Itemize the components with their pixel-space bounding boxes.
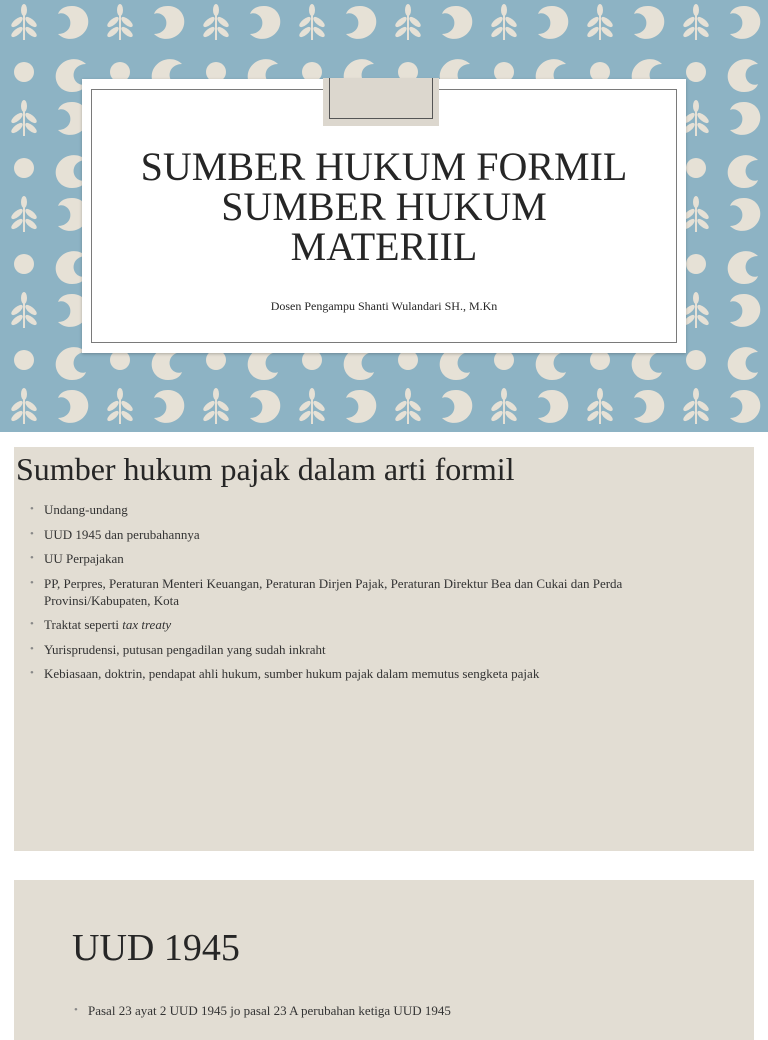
bullet-icon: •	[30, 576, 34, 589]
title-line-1: SUMBER HUKUM FORMIL	[140, 144, 628, 189]
bullet-icon: •	[30, 503, 34, 515]
decorative-tab	[323, 78, 439, 126]
bullet-icon: •	[30, 527, 34, 540]
bullet-icon: •	[30, 642, 34, 655]
list-item: • Undang-undang	[30, 502, 128, 517]
bullet-icon: •	[74, 1004, 78, 1016]
presentation-subtitle: Dosen Pengampu Shanti Wulandari SH., M.Kn	[270, 299, 498, 313]
tax-treaty-term: tax treaty	[122, 617, 172, 632]
title-slide	[0, 0, 768, 432]
list-item: • Pasal 23 ayat 2 UUD 1945 jo pasal 23 A perubahan ketiga UUD 1945	[74, 1003, 451, 1018]
uud-1945-slide	[14, 880, 754, 1040]
bullet-list	[72, 1002, 768, 1027]
list-item: • Traktat seperti tax treaty	[30, 617, 172, 632]
slide-heading: UUD 1945	[72, 927, 240, 969]
list-item: • UU Perpajakan	[30, 551, 124, 566]
list-item: • Yurisprudensi, putusan pengadilan yang sudah inkraht	[30, 641, 326, 657]
bullet-icon: •	[30, 552, 34, 564]
list-item: • PP, Perpres, Peraturan Menteri Keuangan, Peraturan Dirjen Pajak, Peraturan Direktur Bea dan Cukai dan Perda Provinsi/Kabupaten, Kota	[30, 575, 623, 608]
title-card	[82, 79, 686, 353]
bullet-icon: •	[30, 618, 34, 630]
list-item: • Kebiasaan, doktrin, pendapat ahli hukum, sumber hukum pajak dalam memutus sengketa pajak	[30, 666, 540, 681]
title-line-3: MATERIIL	[290, 224, 478, 269]
formil-sources-slide	[14, 447, 754, 851]
list-item: • UUD 1945 dan perubahannya	[30, 526, 200, 542]
bullet-icon: •	[30, 667, 34, 679]
title-line-2: SUMBER HUKUM	[221, 184, 547, 229]
presentation-title	[82, 144, 686, 269]
slide-heading: Sumber hukum pajak dalam arti formil	[16, 451, 515, 487]
bullet-list	[28, 501, 728, 690]
